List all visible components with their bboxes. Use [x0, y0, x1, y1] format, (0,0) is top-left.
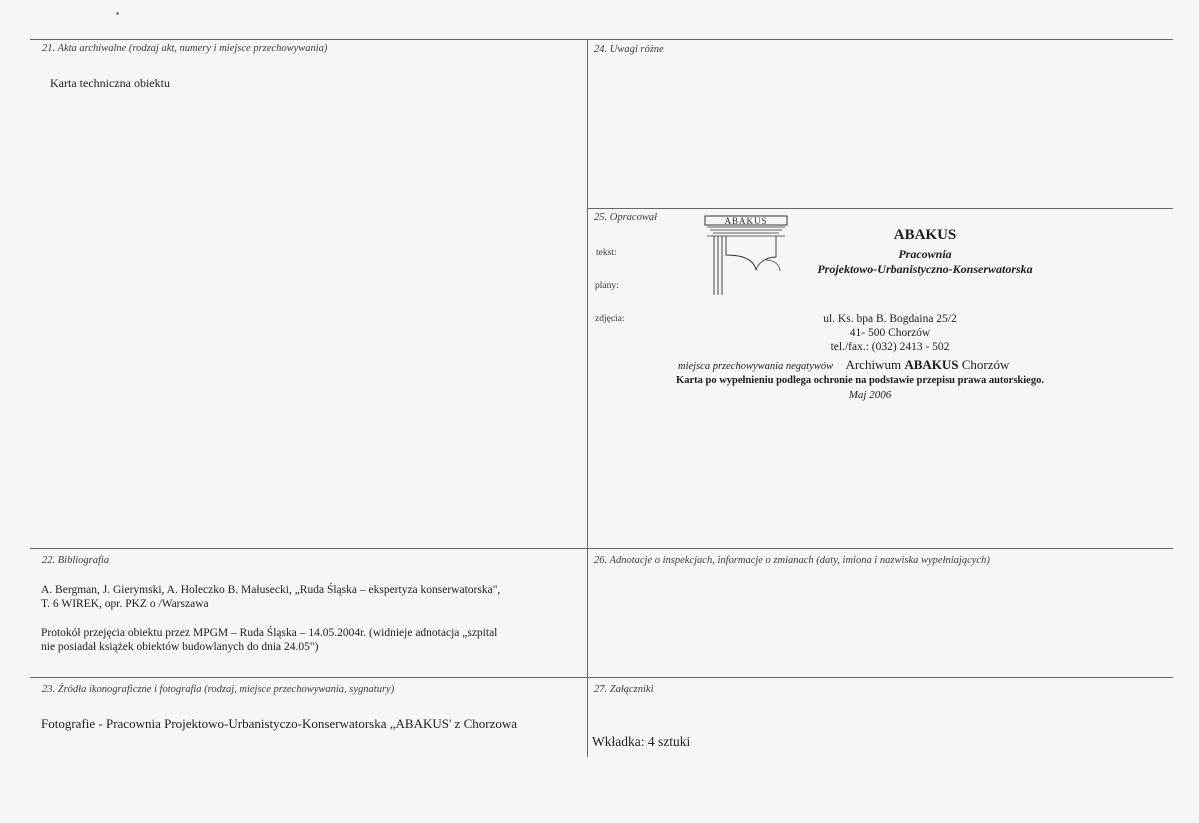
bibliography-line-2: T. 6 WIREK, opr. PKZ o /Warszawa	[41, 598, 209, 610]
org-subtitle-1: Pracownia	[898, 247, 952, 261]
bibliography-line-3: Protokół przejęcia obiektu przez MPGM – Ruda Śląska – 14.05.2004r. (widnieje adnotacja „szpital	[41, 627, 498, 639]
center-divider	[587, 39, 588, 757]
address-line-1: ul. Ks. bpa B. Bogdaina 25/2	[823, 313, 957, 325]
paper-speck	[116, 12, 119, 15]
address-line-2: 41- 500 Chorzów	[849, 327, 931, 339]
copyright-note: Karta po wypełnieniu podlega ochronie na podstawie przepisu prawa autorskiego.	[676, 375, 1044, 386]
section-26-label: 26. Adnotacje o inspekcjach, informacje o zmianach (daty, imiona i nazwiska wypełniających)	[594, 555, 990, 566]
section-21-text: Karta techniczna obiektu	[50, 76, 170, 90]
top-rule	[30, 39, 1173, 40]
section-23-text: Fotografie - Pracownia Projektowo-Urbanistyczo-Konserwatorska „ABAKUS' z Chorzowa	[41, 716, 517, 731]
bibliography-line-4: nie posiadał książek obiektów budowlanych do dnia 24.05")	[41, 641, 319, 653]
section-23-label: 23. Źródła ikonograficzne i fotografia (rodzaj, miejsce przechowywania, sygnatury)	[42, 684, 395, 695]
section-24-label: 24. Uwagi różne	[594, 44, 664, 55]
rule-right-25	[587, 208, 1173, 209]
field-plany: plany:	[595, 281, 619, 291]
negatives-value-pre: Archiwum	[845, 357, 902, 372]
date: Maj 2006	[848, 389, 892, 401]
logo-text: ABAKUS	[724, 216, 768, 226]
negatives-value-bold: ABAKUS	[904, 357, 959, 372]
field-zdjecia: zdjęcia:	[595, 314, 625, 324]
negatives-value-post: Chorzów	[961, 357, 1010, 372]
org-name: ABAKUS	[893, 227, 957, 243]
section-25-label: 25. Opracował	[594, 212, 657, 223]
abakus-logo	[704, 215, 788, 297]
rule-22-26	[30, 548, 1173, 549]
org-subtitle-2: Projektowo-Urbanistyczno-Konserwatorska	[817, 262, 1033, 276]
section-21-label: 21. Akta archiwalne (rodzaj akt, numery i miejsce przechowywania)	[42, 43, 328, 54]
rule-23-27	[30, 677, 1173, 678]
address-line-3: tel./fax.: (032) 2413 - 502	[830, 341, 950, 353]
negatives-row	[678, 357, 1009, 373]
section-22-label: 22. Bibliografia	[42, 555, 110, 566]
negatives-label: miejsca przechowywania negatywów	[678, 361, 834, 372]
section-27-label: 27. Załączniki	[594, 684, 654, 695]
bibliography-line-1: A. Bergman, J. Gierymski, A. Holeczko B. Małusecki, „Ruda Śląska – ekspertyza konserwatorska",	[41, 584, 501, 596]
field-tekst: tekst:	[596, 248, 617, 258]
section-27-text: Wkładka: 4 sztuki	[592, 734, 691, 749]
